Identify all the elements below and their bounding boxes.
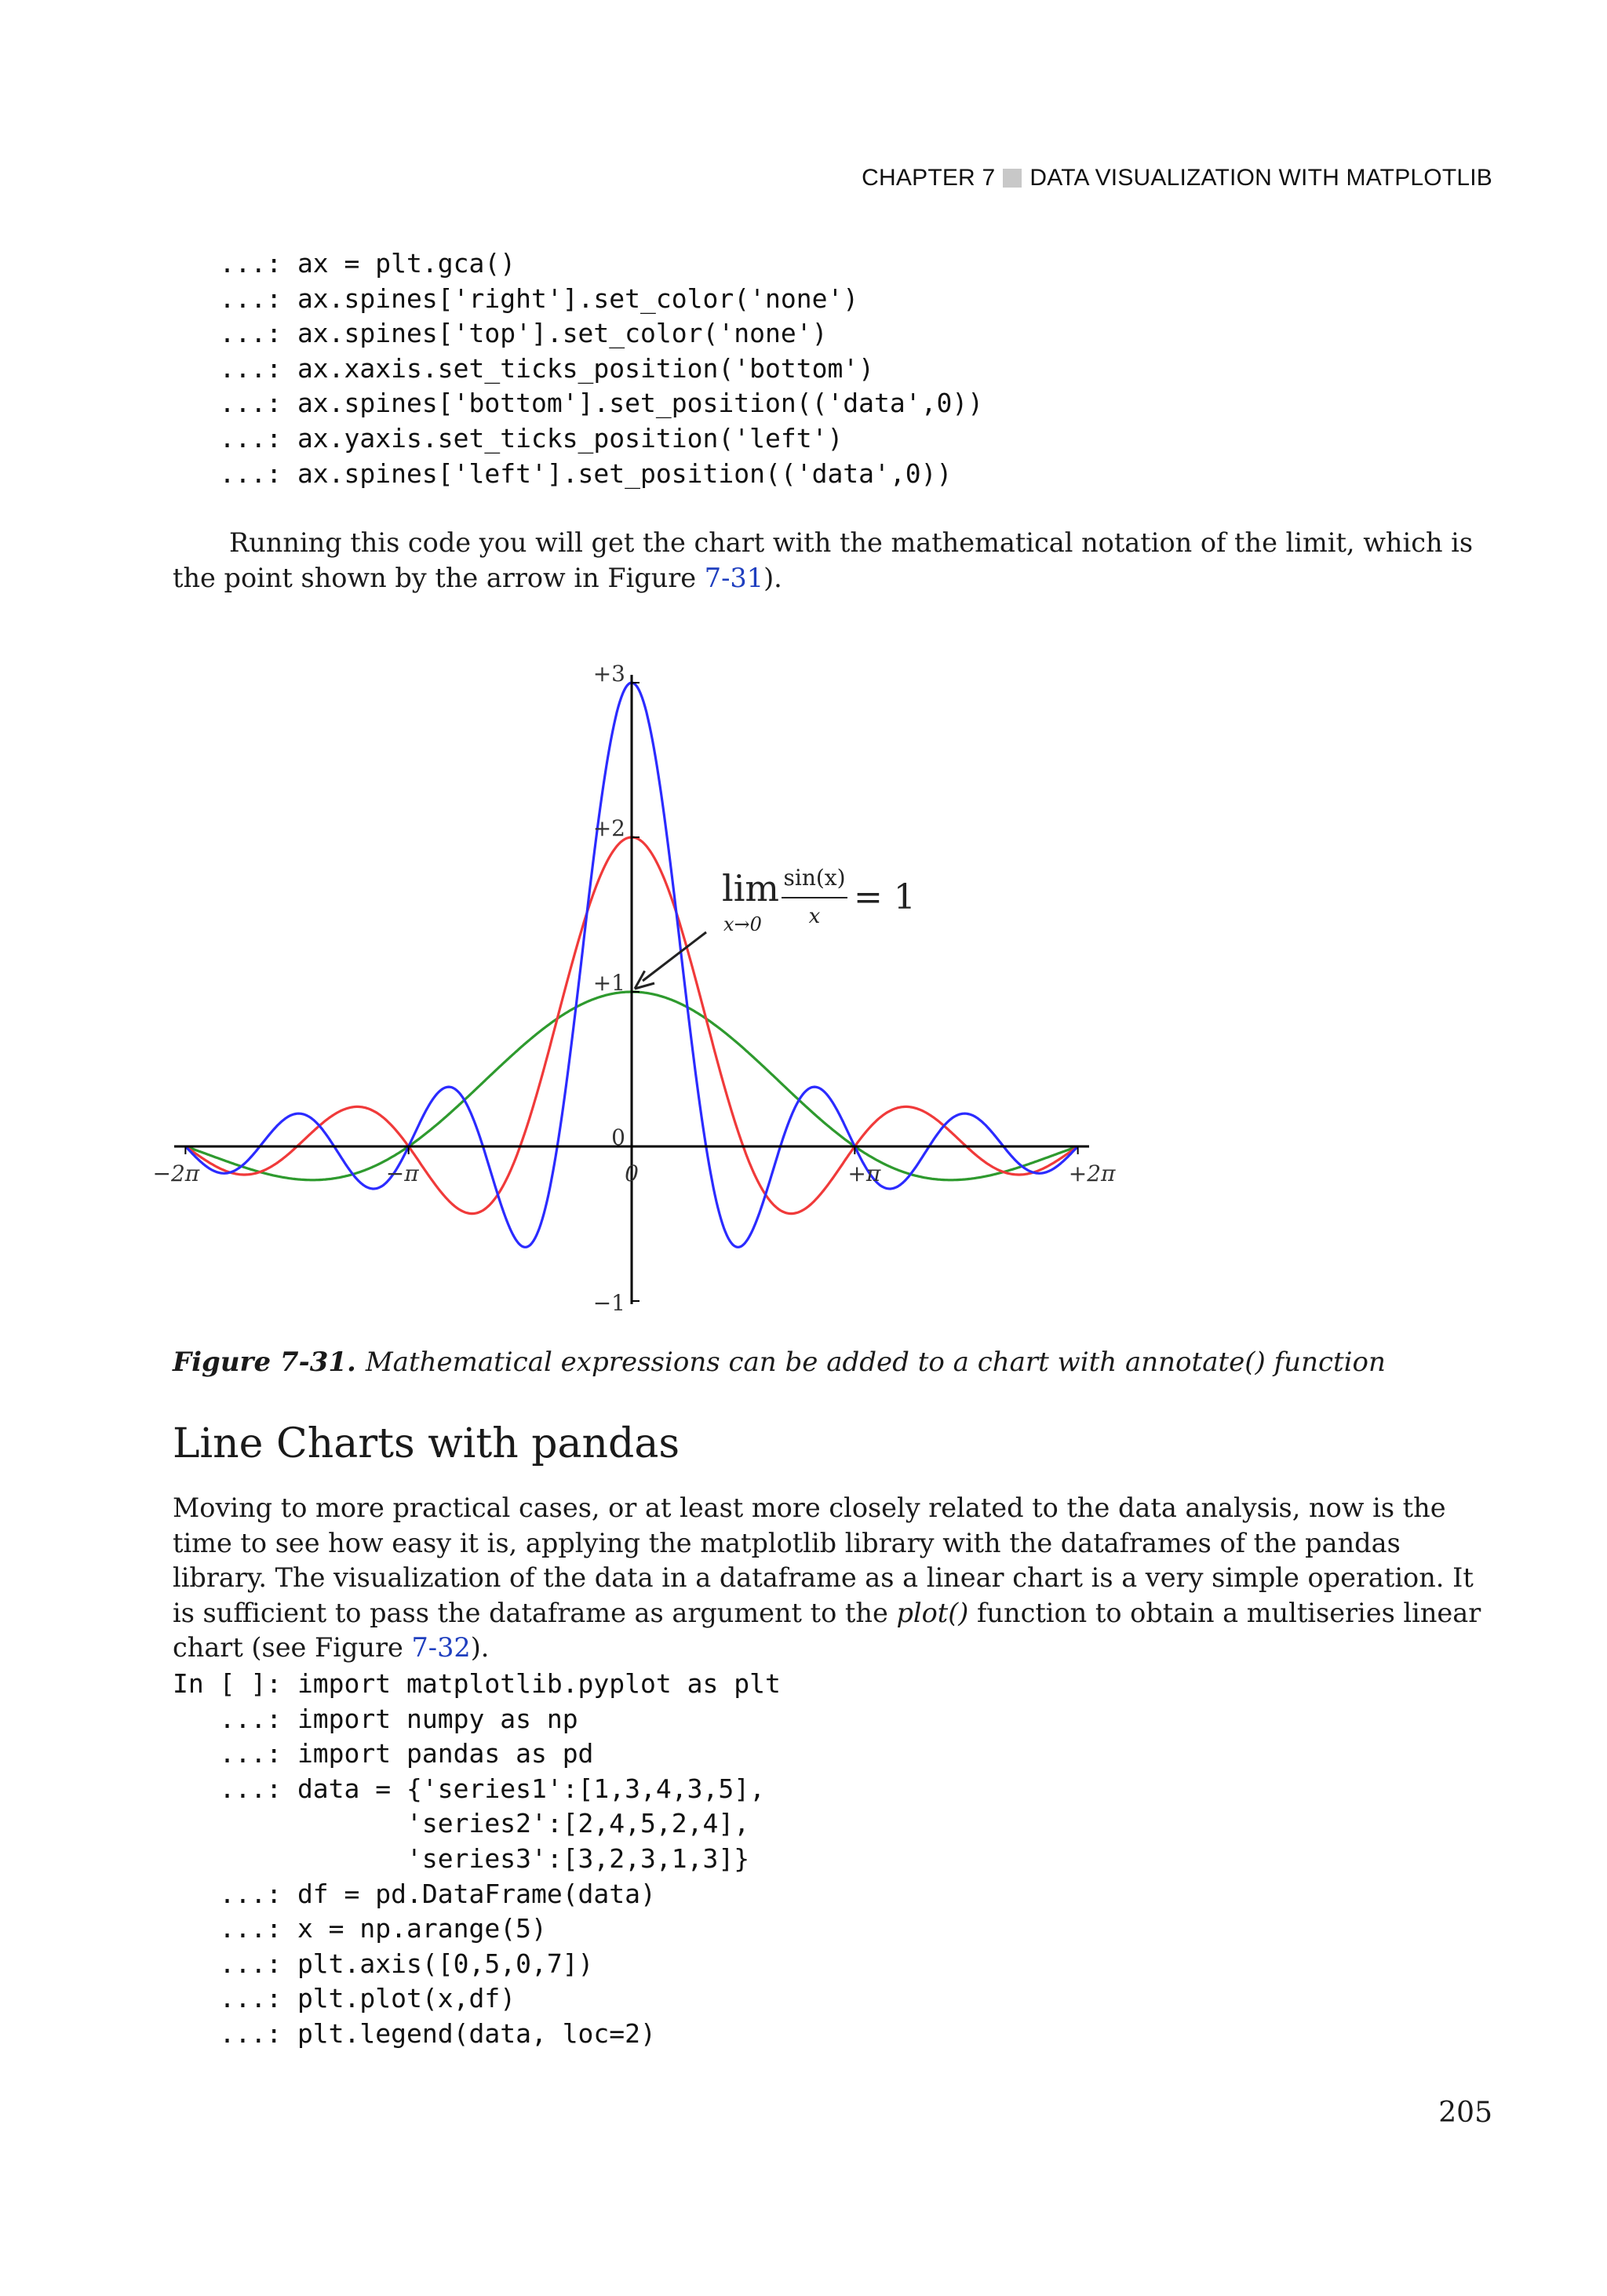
y-tick-label: 0 [611,1124,625,1150]
annotation-arrow-shaft [643,932,706,981]
x-tick-label: 0 [625,1161,639,1186]
code-line: ...: ax.spines['bottom'].set_position(('data',0)) [173,388,984,419]
y-tick-label: +2 [592,815,625,841]
figure-link-7-31[interactable]: 7-31 [704,562,764,593]
caption-label: Figure 7-31. [173,1347,356,1378]
code-line: In [ ]: import matplotlib.pyplot as plt [173,1668,781,1699]
annotation-denominator: x [808,905,821,928]
paragraph-text: Moving to more practical cases, or at least more closely related to the data analysis, now is the time to see how easy it is, applying the matplotlib library with the dataframes of the pandas library. The visualization of the data in a dataframe as a linear chart is a very simple operation. It is sufficient to pass the dataframe as argument to the [173,1492,1474,1628]
code-block-1 [173,246,983,491]
code-line: ...: ax.xaxis.set_ticks_position('bottom') [173,352,875,384]
figure-caption [173,1347,1386,1378]
code-line: ...: plt.legend(data, loc=2) [173,2017,656,2049]
figure-7-31 [152,661,1116,1316]
x-tick-label: −2π [152,1161,200,1186]
code-line: ...: x = np.arange(5) [173,1913,547,1944]
y-tick-label: +1 [592,970,625,996]
paragraph-text: Running this code you will get the chart with the mathematical notation of the limit, which is the point shown by the arrow in Figure [173,527,1474,593]
header-title: DATA VISUALIZATION WITH MATPLOTLIB [1029,165,1492,191]
y-tick-label: −1 [592,1290,625,1316]
code-line: ...: import pandas as pd [173,1738,594,1769]
header-chapter: CHAPTER 7 [862,165,996,191]
running-header [862,165,1492,191]
body-paragraph-2 [173,1491,1491,1666]
code-line: 'series3':[3,2,3,1,3]} [173,1842,750,1874]
figure-link-7-32[interactable]: 7-32 [411,1632,471,1664]
caption-text: Mathematical expressions can be added to a chart with annotate() function [365,1347,1386,1378]
annotation-subscript: x→0 [723,913,762,935]
inline-code-italic: plot() [896,1597,969,1628]
code-line: ...: plt.plot(x,df) [173,1983,516,2014]
code-line: 'series2':[2,4,5,2,4], [173,1808,750,1839]
code-line: ...: data = {'series1':[1,3,4,3,5], [173,1773,765,1804]
x-tick-label: −π [385,1161,419,1186]
paragraph-text: ). [470,1632,490,1664]
body-paragraph-1 [173,526,1491,596]
code-line: ...: ax.spines['top'].set_color('none') [173,318,828,349]
page-number: 205 [1438,2097,1492,2129]
code-line: ...: df = pd.DataFrame(data) [173,1878,656,1909]
header-separator-square [1003,169,1022,188]
annotation-lim: lim [722,867,780,909]
chart-axes [174,675,1089,1304]
code-line: ...: ax.spines['right'].set_color('none') [173,282,859,314]
paragraph-text: ). [763,562,782,593]
annotation-equals: = 1 [854,877,916,917]
paragraph-text: function to obtain a multiseries linear chart (see Figure [173,1597,1481,1664]
sinc-chart [152,661,1116,1316]
x-tick-label: +π [847,1161,881,1186]
code-line: ...: ax = plt.gca() [173,248,516,279]
y-tick-label: +3 [592,661,625,687]
section-heading: Line Charts with pandas [173,1420,680,1467]
code-line: ...: ax.yaxis.set_ticks_position('left') [173,422,844,454]
x-tick-label: +2π [1068,1161,1116,1186]
code-line: ...: import numpy as np [173,1703,578,1734]
code-block-2 [173,1667,781,2052]
code-line: ...: plt.axis([0,5,0,7]) [173,1948,594,1979]
annotation-numerator: sin(x) [783,865,846,891]
code-line: ...: ax.spines['left'].set_position(('data',0)) [173,457,953,489]
